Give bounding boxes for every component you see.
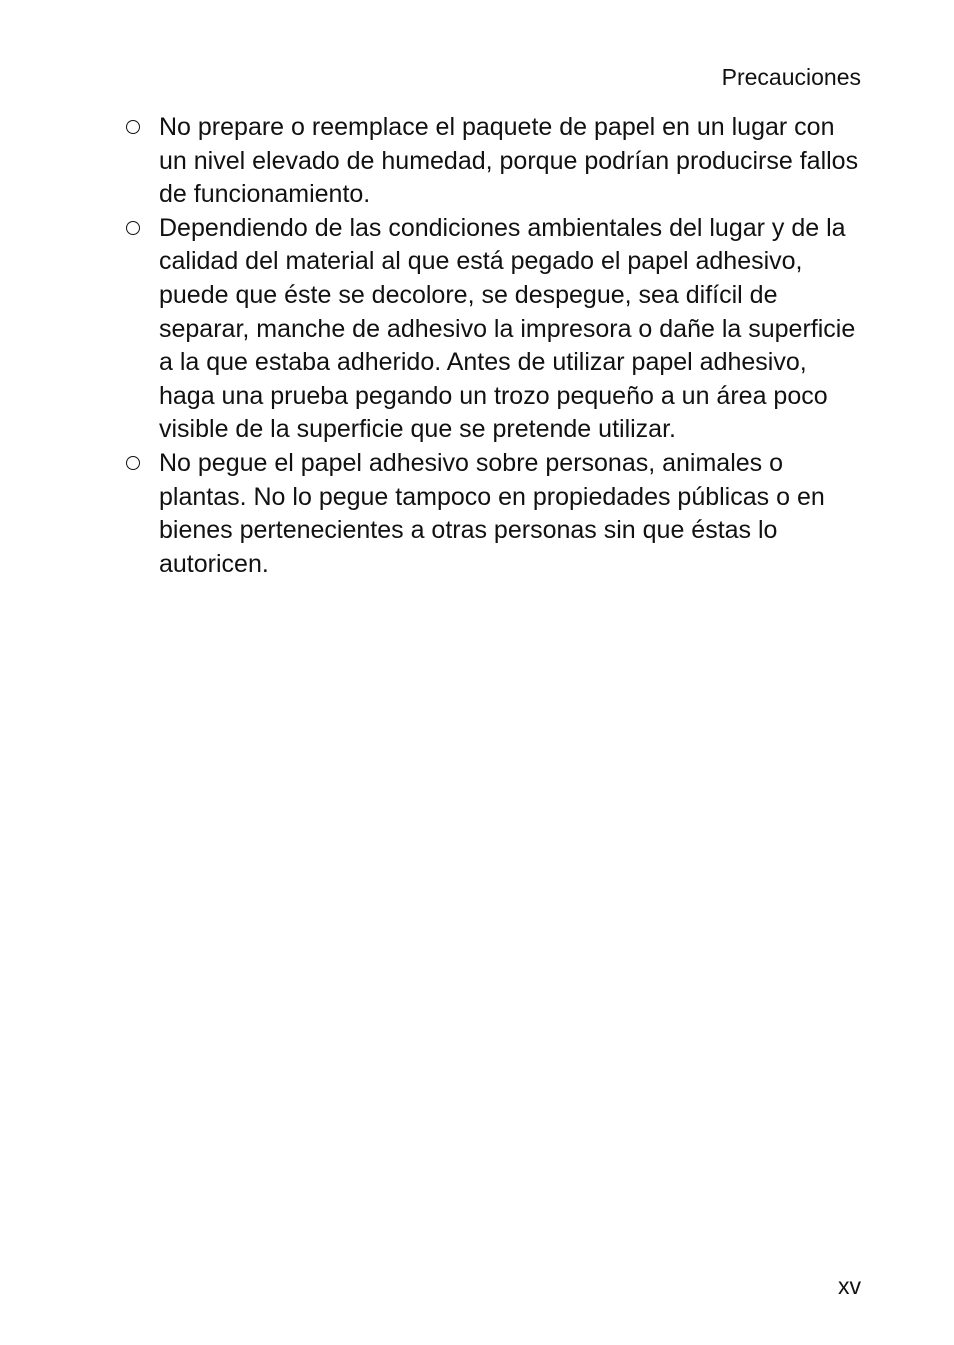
list-item-text: Dependiendo de las condiciones ambientales del lugar y de la calidad del material al que está pegado el papel adhesivo, puede que éste se decolore, se despegue, sea difícil de separar, manche de adhesivo la impresora o dañe la superficie a la que estaba adherido. Antes de utilizar papel adhesivo, haga una prueba pegando un trozo pequeño a un área poco visible de la superficie que se pretende utilizar. [159, 213, 856, 444]
list-item [123, 111, 863, 212]
running-header: Precauciones [721, 64, 861, 90]
circle-bullet-icon [126, 221, 140, 235]
precautions-list [123, 111, 863, 581]
page-number: xv [838, 1273, 861, 1299]
circle-bullet-icon [126, 456, 140, 470]
list-item [123, 212, 863, 447]
list-item-text: No pegue el papel adhesivo sobre personas, animales o plantas. No lo pegue tampoco en propiedades públicas o en bienes pertenecientes a otras personas sin que éstas lo autoricen. [159, 448, 825, 578]
list-item [123, 447, 863, 581]
list-item-text: No prepare o reemplace el paquete de papel en un lugar con un nivel elevado de humedad, porque podrían producirse fallos de funcionamiento. [159, 113, 859, 209]
circle-bullet-icon [126, 120, 140, 134]
